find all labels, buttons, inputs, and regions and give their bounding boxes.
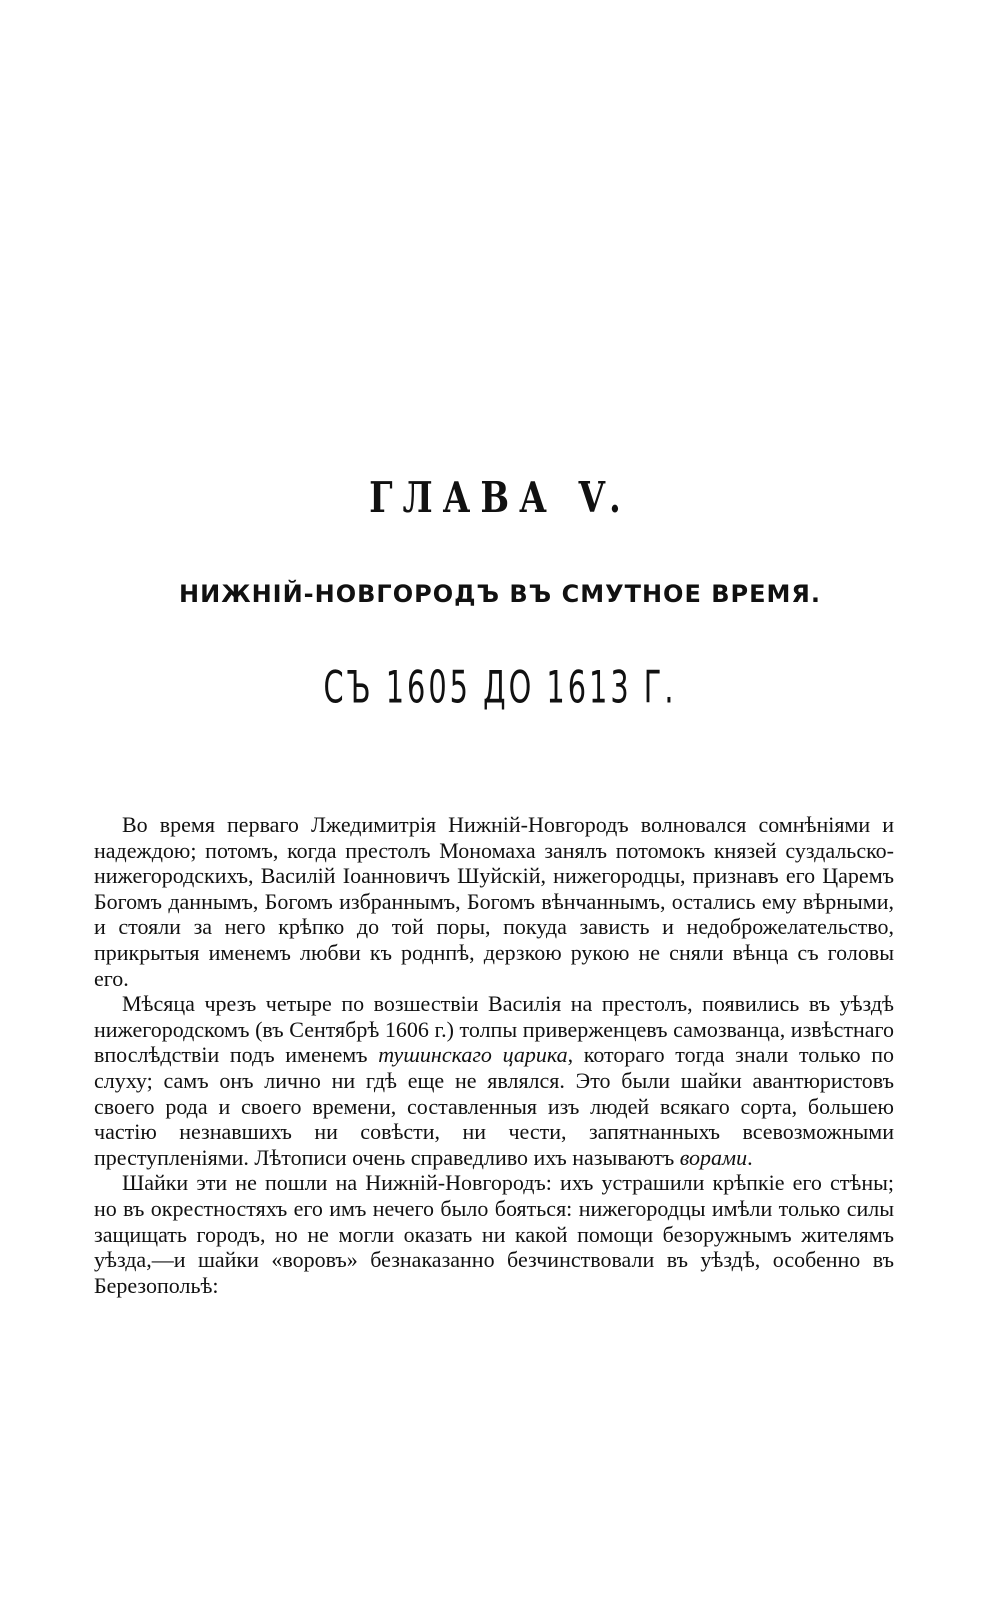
paragraph-2	[94, 991, 894, 1170]
chapter-subtitle: НИЖНІЙ-НОВГОРОДЪ ВЪ СМУТНОЕ ВРЕМЯ.	[179, 580, 821, 608]
paragraph-2-italic-1: тушинскаго царика	[378, 1042, 568, 1068]
body-text	[94, 812, 894, 1298]
paragraph-2-italic-2: ворами	[679, 1144, 748, 1170]
paragraph-1: Во время перваго Лжедимитрія Нижній-Новгородъ волновался сомнѣніями и надеждою; потомъ, когда престолъ Мономаха занялъ потомокъ князей суздальско-нижегородскихъ, Василій Іоанновичъ Шуйскій, нижегородцы, признавъ его Царемъ Богомъ даннымъ, Богомъ избраннымъ, Богомъ вѣнчаннымъ, остались ему вѣрными, и стояли за него крѣпко до той поры, покуда зависть и недоброжелательство, прикрытыя именемъ любви къ роднпѣ, дерзкою рукою не сняли вѣнца съ головы его.	[94, 812, 894, 991]
paragraph-2-part-1: Мѣсяца чрезъ четыре по возшествіи Василія на престолъ, появились въ уѣздѣ нижегородскомъ (въ Сентябрѣ 1606 г.) толпы приверженцевъ самозванца, извѣстнаго впослѣдствіи подъ именемъ	[94, 991, 894, 1068]
chapter-date-range: СЪ 1605 ДО 1613 Г.	[323, 660, 677, 714]
chapter-title: ГЛАВА V.	[369, 473, 631, 523]
paragraph-3: Шайки эти не пошли на Нижній-Новгородъ: ихъ устрашили крѣпкіе его стѣны; но въ окрестностяхъ его имъ нечего было бояться: нижегородцы имѣли только силы защищать городъ, но не могли оказать ни какой помощи безоружнымъ жителямъ уѣзда,—и шайки «воровъ» безнаказанно безчинствовали въ уѣздѣ, особенно въ Березопольѣ:	[94, 1170, 894, 1298]
paragraph-2-part-3: .	[747, 1144, 753, 1170]
paragraph-2-part-2: , котораго тогда знали только по слуху; самъ онъ лично ни гдѣ еще не являлся. Это были шайки авантюристовъ своего рода и своего времени, составленныя изъ людей всякаго сорта, большею частію незнавшихъ ни совѣсти, ни чести, запятнанныхъ всевозможными преступленіями. Лѣтописи очень справедливо ихъ называютъ	[94, 1042, 895, 1170]
